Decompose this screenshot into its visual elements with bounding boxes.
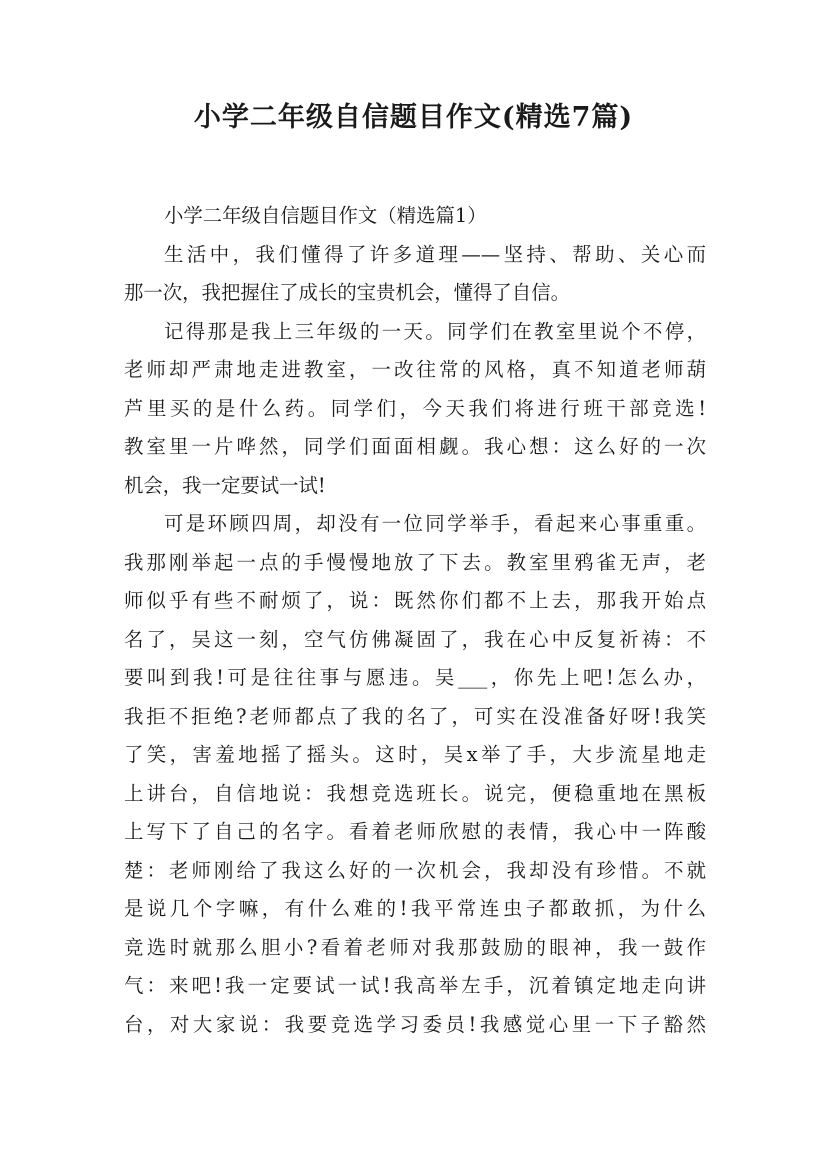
text-line: 名了，吴这一刻，空气仿佛凝固了，我在心中反复祈祷：不 [124, 627, 706, 651]
text-line: 记得那是我上三年级的一天。同学们在教室里说个不停， [164, 319, 706, 343]
document-body [124, 197, 706, 1044]
text-line: 可是环顾四周，却没有一位同学举手，看起来心事重重。 [164, 512, 706, 535]
text-line: 要叫到我!可是往往事与愿违。吴___，你先上吧!怎么办， [124, 666, 706, 689]
text-line: 教室里一片哗然，同学们面面相觑。我心想：这么好的一次 [124, 435, 706, 458]
text-line: 小学二年级自信题目作文（精选篇1） [164, 204, 487, 227]
text-line: 师似乎有些不耐烦了，说：既然你们都不上去，那我开始点 [124, 589, 706, 612]
document-title: 小学二年级自信题目作文(精选7篇) [193, 102, 634, 133]
text-line: 上讲台，自信地说：我想竞选班长。说完，便稳重地在黑板 [124, 781, 706, 805]
text-line: 了笑，害羞地摇了摇头。这时，吴x举了手，大步流星地走 [124, 743, 706, 766]
text-line: 那一次，我把握住了成长的宝贵机会，懂得了自信。 [124, 281, 570, 304]
text-line: 机会，我一定要试一试! [124, 473, 326, 497]
text-line: 上写下了自己的名字。看着老师欣慰的表情，我心中一阵酸 [124, 820, 706, 843]
text-line: 楚：老师刚给了我这么好的一次机会，我却没有珍惜。不就 [124, 858, 706, 882]
text-line: 台，对大家说：我要竞选学习委员!我感觉心里一下子豁然 [124, 1012, 706, 1036]
text-line: 老师却严肃地走进教室，一改往常的风格，真不知道老师葫 [124, 358, 706, 381]
text-line: 我拒不拒绝?老师都点了我的名了，可实在没准备好呀!我笑 [124, 704, 706, 728]
text-line: 是说几个字嘛，有什么难的!我平常连虫子都敢抓，为什么 [124, 897, 706, 920]
text-line: 竞选时就那么胆小?看着老师对我那鼓励的眼神，我一鼓作 [124, 935, 706, 959]
text-line: 芦里买的是什么药。同学们，今天我们将进行班干部竞选! [124, 396, 706, 420]
text-line: 生活中，我们懂得了许多道理——坚持、帮助、关心而 [164, 242, 706, 266]
text-line: 气：来吧!我一定要试一试!我高举左手，沉着镇定地走向讲 [124, 974, 706, 997]
text-line: 我那刚举起一点的手慢慢地放了下去。教室里鸦雀无声，老 [124, 550, 706, 574]
